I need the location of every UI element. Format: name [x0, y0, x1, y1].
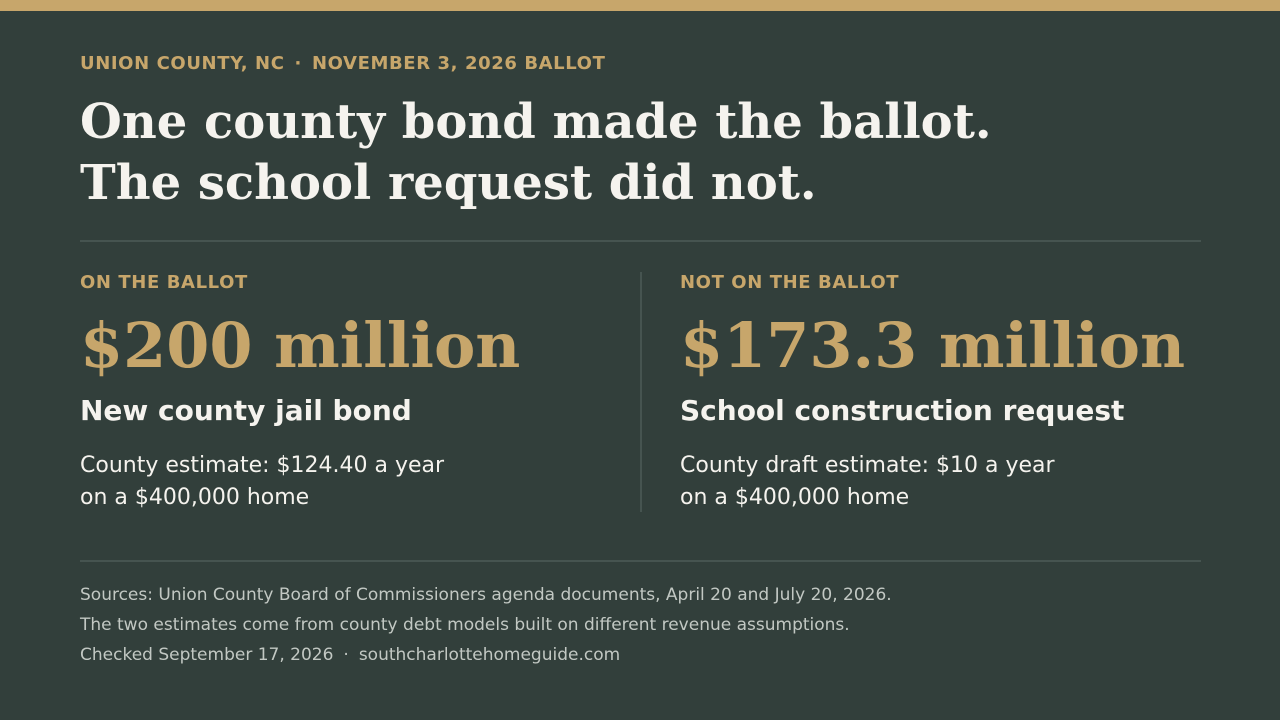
on-ballot-estimate — [80, 450, 444, 514]
not-on-ballot-estimate-line-2: on a $400,000 home — [680, 485, 910, 510]
on-ballot-title: New county jail bond — [80, 394, 412, 427]
column-divider — [640, 272, 642, 512]
headline-line-1: One county bond made the ballot. — [80, 94, 992, 150]
kicker-location: UNION COUNTY, NC — [80, 53, 285, 74]
footer-site-link[interactable]: southcharlottehomeguide.com — [358, 645, 621, 665]
footer-sources: Sources: Union County Board of Commissioners agenda documents, April 20 and July 20, 2026. — [80, 585, 892, 605]
headline-line-2: The school request did not. — [80, 155, 817, 211]
footer — [80, 580, 892, 670]
top-accent-bar — [0, 0, 1280, 11]
bottom-divider — [80, 560, 1201, 562]
not-on-ballot-estimate — [680, 450, 1055, 514]
kicker-ballot-date: NOVEMBER 3, 2026 BALLOT — [311, 53, 606, 74]
footer-separator: · — [343, 645, 349, 665]
footer-checked-date: Checked September 17, 2026 — [80, 645, 334, 665]
headline — [80, 92, 992, 214]
top-divider — [80, 240, 1201, 242]
kicker — [80, 53, 605, 74]
on-ballot-estimate-line-2: on a $400,000 home — [80, 485, 310, 510]
footer-note: The two estimates come from county debt models built on different revenue assumptions. — [80, 615, 850, 635]
not-on-ballot-title: School construction request — [680, 394, 1125, 427]
not-on-ballot-estimate-line-1: County draft estimate: $10 a year — [680, 453, 1055, 478]
footer-checked-line — [80, 640, 892, 670]
not-on-ballot-label: NOT ON THE BALLOT — [680, 272, 900, 293]
on-ballot-estimate-line-1: County estimate: $124.40 a year — [80, 453, 445, 478]
kicker-separator: · — [294, 53, 302, 74]
on-ballot-label: ON THE BALLOT — [80, 272, 248, 293]
on-ballot-amount: $200 million — [80, 309, 521, 382]
not-on-ballot-amount: $173.3 million — [680, 309, 1186, 382]
